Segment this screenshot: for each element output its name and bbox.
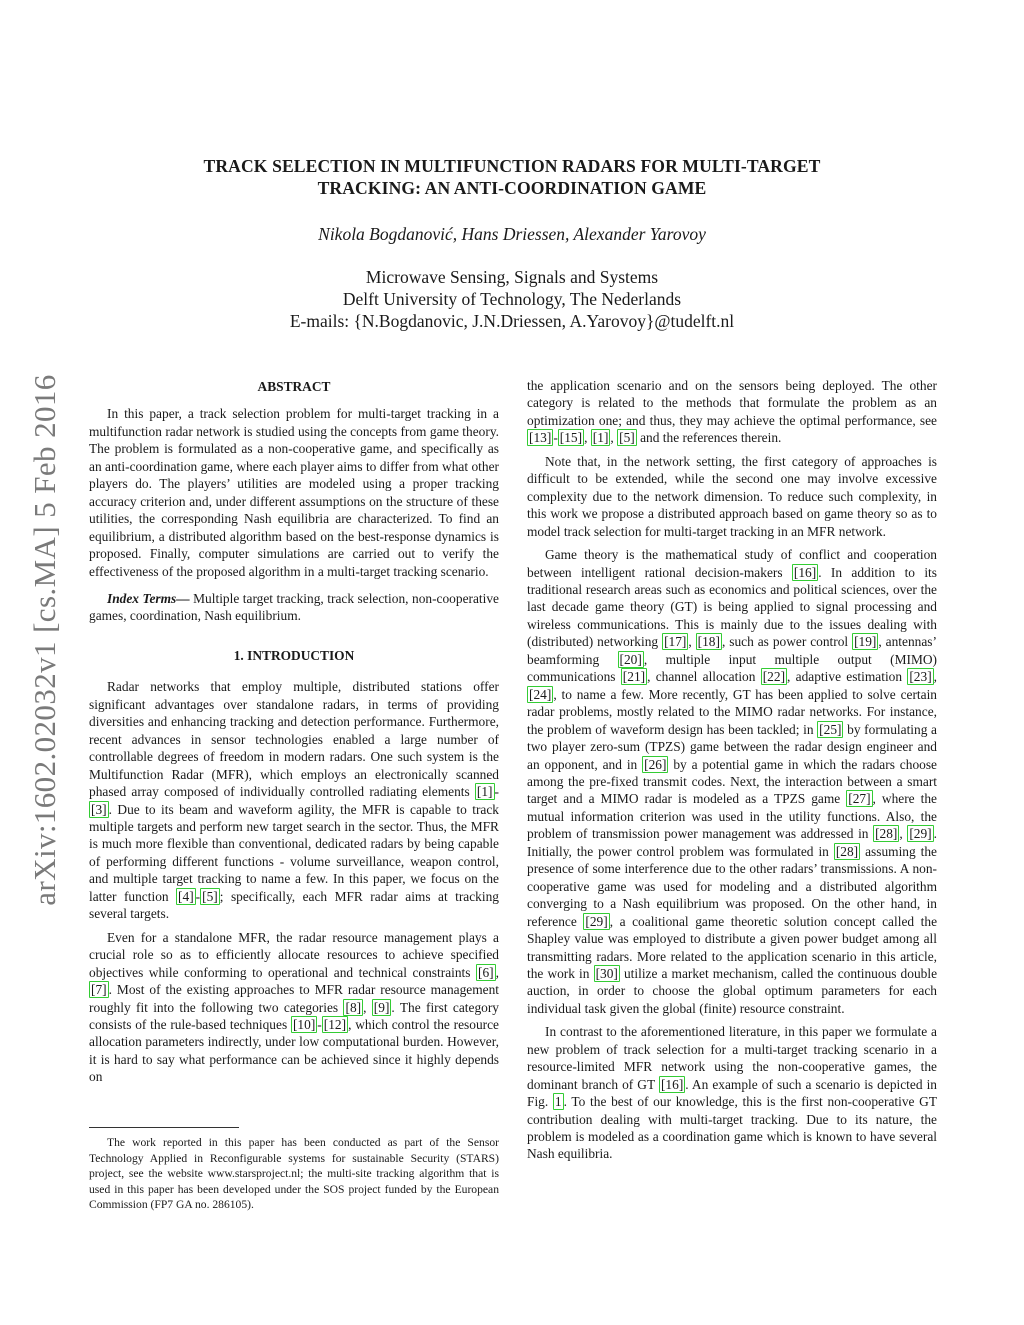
text-run: - [494, 784, 499, 800]
text-run: by a potential game in which the radars choose among the pre-fixed transmit codes. Next, the interaction between a smart target and a MIMO radar is modeled as a TPZS game [527, 756, 937, 807]
text-run: , [363, 999, 372, 1015]
text-run: In contrast to the aforementioned literature, in this paper we formulate a new problem of track selection for a multi-target tracking scenario in a resource-limited MFR network using the non-cooperative games, the dominant branch of GT [527, 1024, 937, 1092]
text-run: , [584, 430, 591, 446]
paper-title [110, 155, 914, 199]
citation-link[interactable]: [29] [585, 913, 608, 929]
text-run: - [553, 430, 558, 446]
citation-link[interactable]: [24] [529, 686, 552, 702]
section-heading-introduction: 1. INTRODUCTION [233, 647, 355, 663]
citation-link[interactable]: [4] [178, 888, 194, 904]
text-run: , antennas’ beamforming [527, 634, 937, 667]
text-run: . An example of such a scenario is depicted in Fig. [527, 1076, 937, 1110]
intro-paragraph [89, 929, 499, 1086]
text-run: , to name a few. More recently, GT has been applied to solve certain radar problems, mostly related to the MIMO radar networks. For instance, the problem of waveform design has been tackled; in [527, 686, 937, 737]
text-run: , [495, 964, 499, 980]
citation-link[interactable]: [25] [819, 721, 842, 737]
intro-paragraph: Note that, in the network setting, the first category of approaches is difficult to be extended, while the second one may involve excessive complexity due to the network dimension. To reduce such complexity, in this work we propose a distributed approach based on game theory so as to model track selection for multi-target tracking in an MFR network. [527, 453, 937, 539]
text-run: , adaptive estimation [787, 669, 908, 685]
citation-link[interactable]: [28] [875, 826, 898, 842]
citation-link[interactable]: [15] [559, 430, 583, 446]
text-run: , where the mutual information criterion was used in the utility functions. Also, the problem of transmission power management was addressed in [527, 791, 937, 842]
text-run: - [195, 888, 201, 904]
footnote [89, 1127, 499, 1213]
citation-link[interactable]: [10] [292, 1016, 316, 1032]
text-run: , multiple input multiple output (MIMO) communications [527, 651, 937, 685]
citation-link[interactable]: [7] [91, 982, 107, 998]
citation-link[interactable]: [23] [909, 669, 932, 685]
text-run: by formulating a two player zero-sum (TPZS) game between the radar design engineer and an opponent, and in [527, 721, 937, 772]
text-run: Radar networks that employ multiple, distributed stations offer significant advantages over standalone radars, in terms of providing diversities and enhancing tracking and detection performance. Furthermore, recent advances in sensor technologies enabled a large number of controllable degrees of freedom in modern radars. One such system is the Multifunction Radar (MFR), which employs an electronically scanned phased array composed of individually controlled radiating elements [89, 679, 499, 800]
figure-reference-link[interactable]: 1 [554, 1094, 562, 1110]
citation-link[interactable]: [3] [91, 801, 107, 817]
text-run: , channel allocation [647, 669, 761, 685]
text-run: - [317, 1016, 322, 1032]
text-run: Even for a standalone MFR, the radar resource management plays a crucial role so as to efficiently allocate resources to achieve specified objectives while conforming to operational and technical constraints [89, 929, 499, 980]
text-run: ; specifically, each MFR radar aims at tracking several targets. [89, 888, 499, 922]
affiliation-email: E-mails: {N.Bogdanovic, J.N.Driessen, A.Yarovoy}@tudelft.nl [289, 311, 735, 331]
abstract-body: In this paper, a track selection problem for multi-target tracking in a multifunction radar network is studied using the concepts from game theory. The problem is formulated as a non-cooperative game, and specifically as an anti-coordination game, where each player aims to differ from what other players do. The players’ utilities are modeled using a proper tracking accuracy criterion and, under different assumptions on the structure of these utilities, the corresponding Nash equilibria are characterized. To find an equilibrium, a distributed algorithm based on the best-response dynamics is proposed. Finally, computer simulations are carried out to verify the effectiveness of the proposed algorithm in a multi-target tracking scenario. [89, 406, 499, 579]
index-terms [89, 590, 499, 625]
text-run: utilize a market mechanism, called the continuous double auction, in order to choose the global optimum parameters for each individual task given the global (finite) resource constraint. [527, 965, 938, 1016]
intro-paragraph [527, 377, 937, 447]
text-run: . The first category consists of the rule-based techniques [89, 999, 499, 1032]
citation-link[interactable]: [21] [622, 669, 646, 685]
text-run: , which control the resource allocation parameters indirectly, under low computational burden. However, it is hard to say what performance can be achieved since it highly depends on [89, 1016, 499, 1085]
text-run: . In addition to its traditional research areas such as economics and political sciences, over the last decade game theory (GT) is being applied to signal processing and wireless communications. This is mainly due to the issues dealing with (distributed) networking [527, 564, 937, 650]
intro-paragraph [527, 1023, 937, 1163]
text-run: . To the best of our knowledge, this is the first non-cooperative GT contribution dealing with multi-target tracking. Due to its nature, the problem is modeled as a coordination game which is known to have several Nash equilibria. [527, 1094, 938, 1162]
intro-paragraph [89, 678, 499, 922]
text-run: assuming the presence of some interference due to the other radars’ transmissions. A non-cooperative game was used for modeling and a distributed algorithm converging to a Nash equilibrium was proposed. On the other hand, in reference [527, 843, 937, 929]
index-terms-text: Multiple target tracking, track selection, non-cooperative games, coordination, Nash equilibrium. [89, 590, 500, 624]
text-run: . Due to its beam and waveform agility, the MFR is capable to track multiple targets and perform new target search in the sector. Thus, the MFR is much more flexible than conventional, dedicated radars by being capable of performing different functions - volume surveillance, weapon control, and multiple target tracking to name a few. In this paper, we focus on the latter function [89, 801, 499, 904]
intro-paragraph [527, 546, 937, 1017]
citation-link[interactable]: [8] [345, 999, 362, 1015]
text-run: , a coalitional game theoretic solution concept called the Shapley value was employed to distribute a given power budget among all transmitting radars. More related to the application scenario in this article, the work in [527, 913, 938, 981]
text-run: , [899, 826, 908, 842]
right-column [527, 377, 937, 1163]
text-run: , [610, 430, 618, 446]
citation-link[interactable]: [5] [202, 888, 218, 904]
citation-link[interactable]: [1] [592, 430, 609, 446]
arxiv-side-stamp: arXiv:1602.02032v1 [cs.MA] 5 Feb 2016 [27, 374, 62, 906]
citation-link[interactable]: [20] [619, 651, 642, 667]
author-list: Nikola Bogdanović, Hans Driessen, Alexander Yarovoy [318, 224, 706, 244]
affiliation-line: Delft University of Technology, The Nederlands [342, 289, 682, 309]
citation-link[interactable]: [19] [854, 634, 877, 650]
text-run: . Initially, the power control problem was formulated in [527, 826, 937, 859]
title-line: TRACK SELECTION IN MULTIFUNCTION RADARS FOR MULTI-TARGET [203, 156, 821, 176]
citation-link[interactable]: [5] [619, 430, 635, 446]
text-run: and the references therein. [636, 430, 782, 446]
citation-link[interactable]: [26] [644, 756, 667, 772]
left-column [89, 377, 499, 1086]
citation-link[interactable]: [17] [664, 634, 687, 650]
citation-link[interactable]: [9] [373, 999, 390, 1015]
citation-link[interactable]: [28] [835, 843, 859, 859]
citation-link[interactable]: [13] [529, 430, 552, 446]
citation-link[interactable]: [6] [478, 964, 494, 980]
citation-link[interactable]: [27] [848, 791, 871, 807]
title-line: TRACKING: AN ANTI-COORDINATION GAME [317, 178, 707, 198]
citation-link[interactable]: [22] [762, 669, 786, 685]
citation-link[interactable]: [16] [793, 564, 817, 580]
footnote-text: The work reported in this paper has been conducted as part of the Sensor Technology Applied in Reconfigurable systems for sustainable Security (STARS) project, see the website www.starsproject.nl; the multi-site tracking algorithm that is used in this paper has been developed under the SOS project funded by the European Commission (FP7 GA no. 286105). [89, 1136, 499, 1212]
citation-link[interactable]: [29] [909, 826, 932, 842]
citation-link[interactable]: [12] [323, 1016, 347, 1032]
text-run: , [688, 634, 696, 650]
citation-link[interactable]: [16] [660, 1076, 684, 1092]
index-terms-label: Index Terms— [107, 590, 190, 606]
text-run: the application scenario and on the sensors being deployed. The other category is related to the methods that formulate the problem as an optimization one; and thus, they may achieve the optimal performance, see [527, 378, 937, 428]
text-run: Game theory is the mathematical study of conflict and cooperation between intelligent rational decision-makers [527, 547, 937, 580]
citation-link[interactable]: [18] [697, 634, 720, 650]
affiliation-block [110, 266, 914, 332]
text-run: , [933, 669, 938, 685]
footnote-rule [89, 1127, 239, 1128]
text-run: , such as power control [721, 634, 853, 650]
text-run: . Most of the existing approaches to MFR radar resource management roughly fit into the following two categories [89, 982, 499, 1015]
citation-link[interactable]: [30] [595, 965, 618, 981]
abstract-heading: ABSTRACT [257, 379, 331, 394]
citation-link[interactable]: [1] [476, 784, 493, 800]
affiliation-line: Microwave Sensing, Signals and Systems [365, 267, 659, 287]
